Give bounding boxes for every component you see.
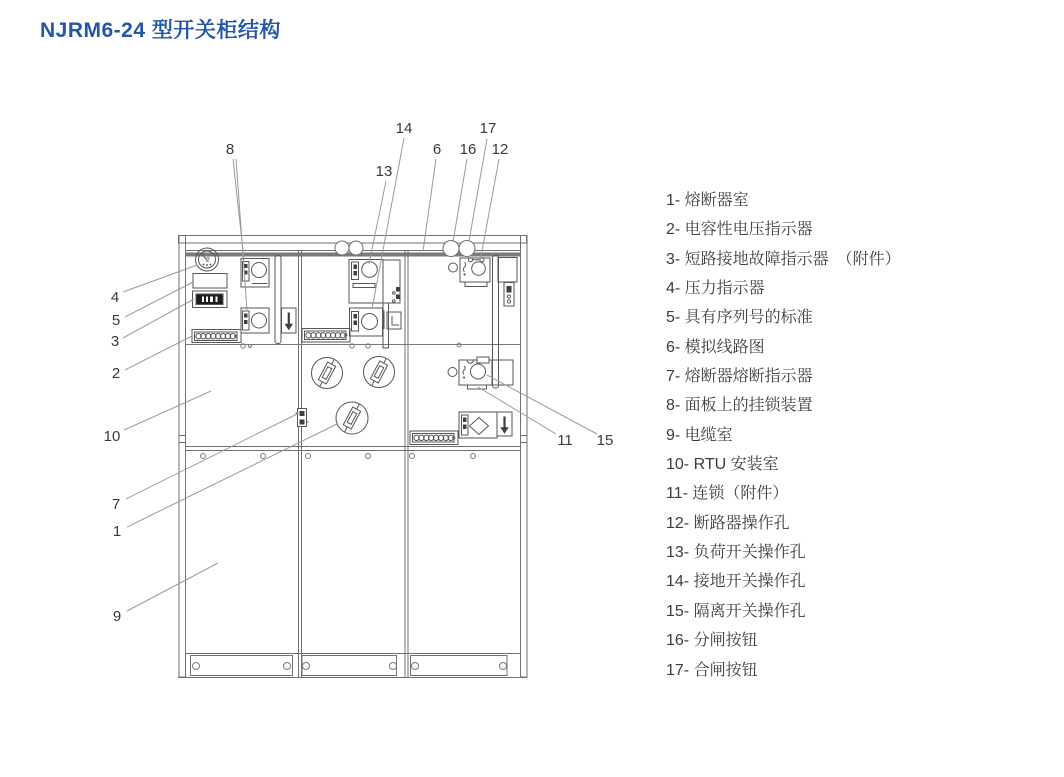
divider-screws — [201, 454, 476, 459]
door-bottom-strip — [191, 656, 293, 676]
callout-8: 8 — [225, 141, 235, 158]
serial-nameplate — [193, 274, 227, 289]
breaker-mechanism — [460, 258, 490, 287]
lower-mechanism-3 — [459, 412, 497, 438]
breaker-operating-hole — [472, 262, 486, 276]
keyhole-icon — [463, 262, 465, 272]
legend-item: 10- RTU 安装室 — [666, 456, 779, 474]
legend-item: 1- 熔断器室 — [666, 192, 749, 209]
callout-7: 7 — [111, 496, 121, 513]
callout-4: 4 — [110, 289, 120, 306]
voltage-indicator-row-1 — [192, 330, 241, 343]
fuse-window — [312, 357, 343, 389]
callout-1: 1 — [112, 523, 122, 540]
legend-item: 3- 短路接地故障指示器 （附件） — [666, 250, 901, 268]
fault-indicator-display — [193, 291, 228, 308]
legend-item: 8- 面板上的挂锁装置 — [666, 397, 813, 415]
callout-12: 12 — [491, 141, 509, 158]
side-box-3 — [498, 258, 517, 283]
panel-rail-1 — [275, 256, 281, 344]
legend-item: 6- 模拟线路图 — [666, 338, 765, 356]
legend-item: 11- 连锁（附件） — [666, 485, 789, 503]
gauge-value: 2 — [206, 257, 210, 264]
voltage-indicator-row-3 — [410, 431, 458, 445]
legend-item: 12- 断路器操作孔 — [666, 514, 790, 532]
side-box-2 — [383, 260, 400, 303]
close-button — [459, 241, 475, 257]
legend-item: 5- 具有序列号的标准 — [666, 309, 813, 327]
interlock-bracket — [384, 311, 401, 330]
down-arrow-plate-1 — [282, 308, 297, 333]
pressure-gauge — [196, 248, 219, 271]
callout-numbers — [104, 120, 614, 625]
legend-item: 2- 电容性电压指示器 — [666, 221, 813, 239]
indicator-lamp — [448, 368, 457, 377]
page-title: NJRM6-24 型开关柜结构 — [40, 19, 281, 42]
interlock-tab — [468, 385, 487, 389]
open-button — [443, 241, 459, 257]
callout-16: 16 — [459, 141, 477, 158]
callout-14: 14 — [395, 120, 413, 137]
callout-9: 9 — [112, 608, 122, 625]
legend-item: 14- 接地开关操作孔 — [666, 573, 806, 591]
indicator-strip-3 — [504, 283, 514, 307]
legend-item: 15- 隔离开关操作孔 — [666, 602, 806, 620]
legend-item: 4- 压力指示器 — [666, 280, 765, 298]
fuse-blown-indicator — [296, 409, 309, 427]
door-strip-screws — [193, 663, 507, 670]
callout-2: 2 — [111, 365, 121, 382]
wall-hinge-right — [521, 436, 528, 443]
indicator-lamp — [449, 263, 458, 272]
callout-10: 10 — [103, 428, 121, 445]
down-arrow-icon — [500, 427, 508, 434]
legend-item: 7- 熔断器熔断指示器 — [666, 368, 813, 386]
callout-leader-lines — [123, 138, 597, 611]
callout-11: 11 — [557, 432, 573, 449]
down-arrow-plate-3 — [497, 412, 512, 436]
callout-17: 17 — [479, 120, 497, 137]
isolator-operating-hole — [471, 364, 486, 379]
door-bottom-strip — [411, 656, 508, 676]
legend-item: 9- 电缆室 — [666, 426, 733, 444]
legend-item: 16- 分闸按钮 — [666, 632, 758, 650]
fuse-window — [364, 356, 395, 388]
callout-5: 5 — [111, 312, 121, 329]
legend-item: 17- 合闸按钮 — [666, 661, 758, 679]
parts-legend — [666, 186, 1046, 685]
callout-3: 3 — [110, 333, 120, 350]
callout-6: 6 — [432, 141, 442, 158]
callout-13: 13 — [375, 163, 393, 180]
panel-3-equipment — [410, 256, 517, 445]
load-switch-mechanism-2 — [349, 260, 383, 304]
wall-hinge-left — [179, 436, 186, 443]
earth-switch-mechanism-2 — [350, 308, 383, 336]
earth-switch-mechanism-1 — [241, 308, 269, 333]
voltage-indicator-row-2 — [302, 329, 350, 343]
cabinet-frame — [178, 236, 527, 678]
keyhole-icon — [463, 366, 465, 374]
fuse-window — [336, 402, 368, 434]
legend-item: 13- 负荷开关操作孔 — [666, 544, 806, 562]
panel-2-equipment — [296, 260, 402, 435]
down-arrow-icon — [285, 324, 293, 331]
door-bottom-strip — [302, 656, 397, 676]
callout-15: 15 — [596, 432, 614, 449]
